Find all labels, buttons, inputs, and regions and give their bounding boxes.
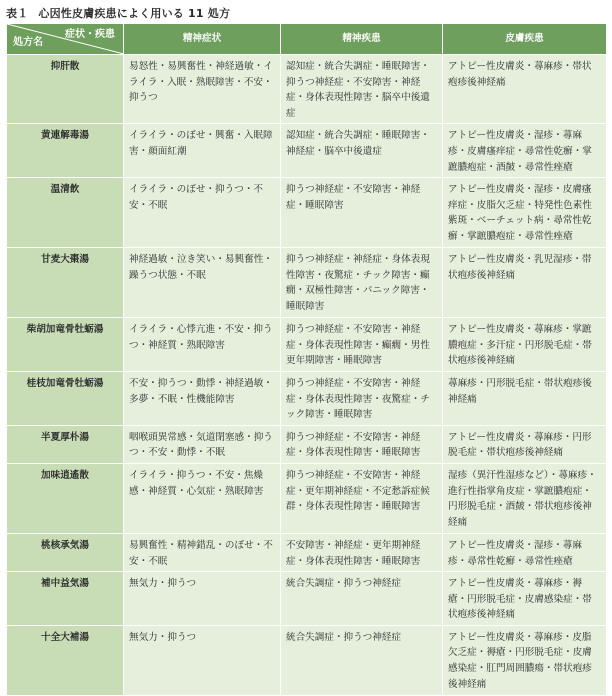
table-row [7, 533, 607, 571]
psychiatric-disorders-cell: 統合失調症・抑うつ神経症 [281, 572, 443, 626]
prescription-name: 十全大補湯 [7, 625, 124, 695]
psychiatric-disorders-cell: 抑うつ神経症・不安障害・神経症・身体表現性障害・夜驚症・チック障害・睡眠障害 [281, 371, 443, 425]
psychiatric-disorders-cell: 抑うつ神経症・不安障害・神経症・睡眠障害 [281, 178, 443, 248]
prescription-name: 半夏厚朴湯 [7, 425, 124, 463]
prescription-name: 補中益気湯 [7, 572, 124, 626]
skin-diseases-cell: アトピー性皮膚炎・蕁麻疹・掌蹠膿疱症・多汗症・円形脱毛症・帯状疱疹後神経痛 [443, 318, 607, 372]
table-row [7, 248, 607, 318]
table-row [7, 55, 607, 124]
psychiatric-disorders-cell: 統合失調症・抑うつ神経症 [281, 625, 443, 695]
psychiatric-symptoms-cell: 無気力・抑うつ [124, 572, 281, 626]
psychiatric-disorders-cell: 不安障害・神経症・更年期神経症・身体表現性障害・睡眠障害 [281, 533, 443, 571]
psychiatric-disorders-cell: 抑うつ神経症・不安障害・神経症・身体表現性障害・癲癇・男性更年期障害・睡眠障害 [281, 318, 443, 372]
psychiatric-symptoms-cell: イライラ・のぼせ・興奮・入眠障害・顔面紅潮 [124, 124, 281, 178]
psychiatric-symptoms-cell: 易興奮性・精神錯乱・のぼせ・不安・不眠 [124, 533, 281, 571]
prescription-name: 柴胡加竜骨牡蛎湯 [7, 318, 124, 372]
psychiatric-symptoms-cell: 易怒性・易興奮性・神経過敏・イライラ・入眠・熟眠障害・不安・抑うつ [124, 55, 281, 124]
corner-label-prescription: 処方名 [13, 37, 43, 49]
skin-diseases-cell: アトピー性皮膚炎・湿疹・蕁麻疹・皮膚瘙痒症・尋常性乾癬・掌蹠膿疱症・酒皶・尋常性痤瘡 [443, 124, 607, 178]
skin-diseases-cell: 蕁麻疹・円形脱毛症・帯状疱疹後神経痛 [443, 371, 607, 425]
psychiatric-disorders-cell: 認知症・統合失調症・睡眠障害・神経症・脳卒中後遺症 [281, 124, 443, 178]
psychiatric-symptoms-cell: 咽喉頭異常感・気道閉塞感・抑うつ・不安・動悸・不眠 [124, 425, 281, 463]
psychiatric-symptoms-cell: 無気力・抑うつ [124, 625, 281, 695]
prescription-name: 桃核承気湯 [7, 533, 124, 571]
skin-diseases-cell: 湿疹（異汗性湿疹など）・蕁麻疹・進行性指掌角皮症・掌蹠膿疱症・円形脱毛症・酒皶・帯状疱疹後神経痛 [443, 463, 607, 533]
corner-label-symptom-disease: 症状・疾患 [65, 29, 115, 40]
psychiatric-symptoms-cell: 神経過敏・泣き笑い・易興奮性・躁うつ状態・不眠 [124, 248, 281, 318]
psychiatric-symptoms-cell: 不安・抑うつ・動悸・神経過敏・多夢・不眠・性機能障害 [124, 371, 281, 425]
prescription-name: 温清飲 [7, 178, 124, 248]
psychiatric-symptoms-cell: イライラ・心悸亢進・不安・抑うつ・神経質・熟眠障害 [124, 318, 281, 372]
psychiatric-disorders-cell: 抑うつ神経症・不安障害・神経症・更年期神経症・不定愁訴症候群・身体表現性障害・睡眠障害 [281, 463, 443, 533]
table-row [7, 425, 607, 463]
table-number: 表１ [6, 7, 29, 20]
skin-diseases-cell: アトピー性皮膚炎・蕁麻疹・円形脱毛症・帯状疱疹後神経痛 [443, 425, 607, 463]
header-psychiatric-symptoms: 精神症状 [124, 24, 281, 55]
header-corner-cell [7, 24, 124, 55]
psychiatric-symptoms-cell: イライラ・のぼせ・抑うつ・不安・不眠 [124, 178, 281, 248]
header-skin-diseases: 皮膚疾患 [443, 24, 607, 55]
prescription-name: 抑肝散 [7, 55, 124, 124]
skin-diseases-cell: アトピー性皮膚炎・湿疹・蕁麻疹・尋常性乾癬・尋常性痤瘡 [443, 533, 607, 571]
psychiatric-disorders-cell: 認知症・統合失調症・睡眠障害・抑うつ神経症・不安障害・神経症・身体表現性障害・脳卒中後遺症 [281, 55, 443, 124]
skin-diseases-cell: アトピー性皮膚炎・蕁麻疹・皮脂欠乏症・褥瘡・円形脱毛症・皮膚感染症・肛門周囲膿瘍・帯状疱疹後神経痛 [443, 625, 607, 695]
table-caption [6, 5, 230, 21]
psychiatric-symptoms-cell: イライラ・抑うつ・不安・焦燥感・神経質・心気症・熟眠障害 [124, 463, 281, 533]
table-row [7, 124, 607, 178]
prescription-name: 甘麦大棗湯 [7, 248, 124, 318]
skin-diseases-cell: アトピー性皮膚炎・乳児湿疹・帯状疱疹後神経痛 [443, 248, 607, 318]
table-title: 心因性皮膚疾患によく用いる 11 処方 [38, 7, 231, 20]
skin-diseases-cell: アトピー性皮膚炎・蕁麻疹・帯状疱疹後神経痛 [443, 55, 607, 124]
psychiatric-disorders-cell: 抑うつ神経症・神経症・身体表現性障害・夜驚症・チック障害・癲癇・双極性障害・パニック障害・睡眠障害 [281, 248, 443, 318]
skin-diseases-cell: アトピー性皮膚炎・蕁麻疹・褥瘡・円形脱毛症・皮膚感染症・帯状疱疹後神経痛 [443, 572, 607, 626]
prescription-name: 黄連解毒湯 [7, 124, 124, 178]
table-row [7, 318, 607, 372]
table-row [7, 371, 607, 425]
prescription-name: 桂枝加竜骨牡蛎湯 [7, 371, 124, 425]
psychiatric-disorders-cell: 抑うつ神経症・不安障害・神経症・身体表現性障害・睡眠障害 [281, 425, 443, 463]
header-psychiatric-disorders: 精神疾患 [281, 24, 443, 55]
header-row [7, 24, 607, 55]
prescription-table [6, 23, 607, 696]
skin-diseases-cell: アトピー性皮膚炎・湿疹・皮膚瘙痒症・皮脂欠乏症・特発性色素性紫斑・ベーチェット病・尋常性乾癬・掌蹠膿疱症・尋常性痤瘡 [443, 178, 607, 248]
table-row [7, 463, 607, 533]
table-row [7, 178, 607, 248]
prescription-name: 加味逍遙散 [7, 463, 124, 533]
table-row [7, 572, 607, 626]
